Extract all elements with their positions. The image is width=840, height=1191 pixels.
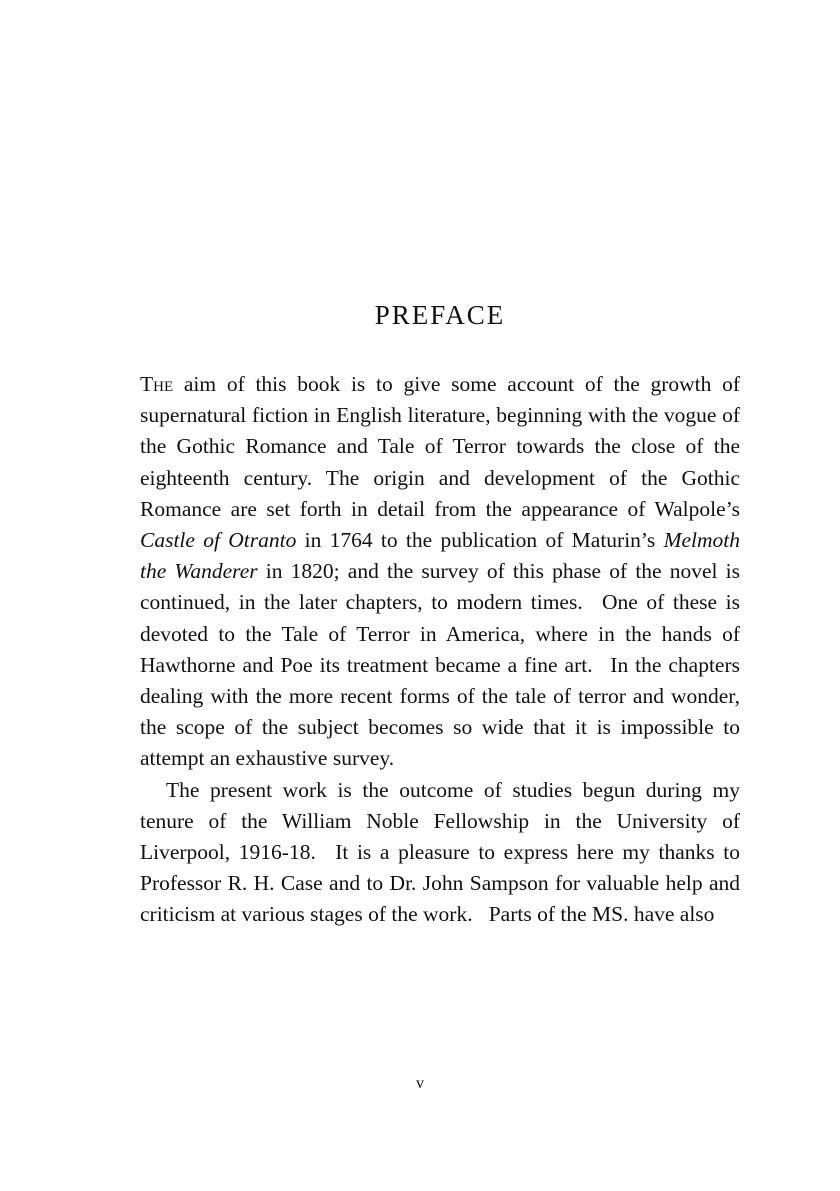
book-title: Melmoth the Wanderer [140, 528, 740, 584]
opening-smallcaps: The [140, 372, 174, 396]
para-2 [140, 775, 740, 931]
text-run: in 1820; and the survey of this phase of the novel is continued, in the later chapters, to modern times. One of these is devoted to the Tale of Terror in America, where in the hands of Hawthorne and Poe its treatment became a fine art. In the chapters dealing with the more recent forms of the tale of terror and wonder, the scope of the subject becomes so wide that it is impossible to attempt an exhaustive survey. [140, 559, 740, 771]
text-run: aim of this book is to give some account of the growth of supernatural fiction in English literature, beginning with the vogue of the Gothic Romance and Tale of Terror towards the close of the eighteenth century. The origin and development of the Gothic Romance are set forth in detail from the appearance of Walpole’s [140, 372, 740, 521]
body-text [140, 369, 740, 931]
para-1 [140, 369, 740, 775]
text-run: The present work is the outcome of studies begun during my tenure of the William Noble Fellowship in the University of Liverpool, 1916-18. It is a pleasure to express here my thanks to Professor R. H. Case and to Dr. John Sampson for valuable help and criticism at various stages of the work. Parts of the MS. have also [140, 777, 740, 927]
page-content [140, 300, 740, 931]
book-title: Castle of Otranto [140, 528, 297, 553]
page-number: v [416, 1075, 424, 1092]
page-title: PREFACE [374, 300, 506, 330]
text-run: in 1764 to the publication of Maturin’s [296, 528, 664, 553]
